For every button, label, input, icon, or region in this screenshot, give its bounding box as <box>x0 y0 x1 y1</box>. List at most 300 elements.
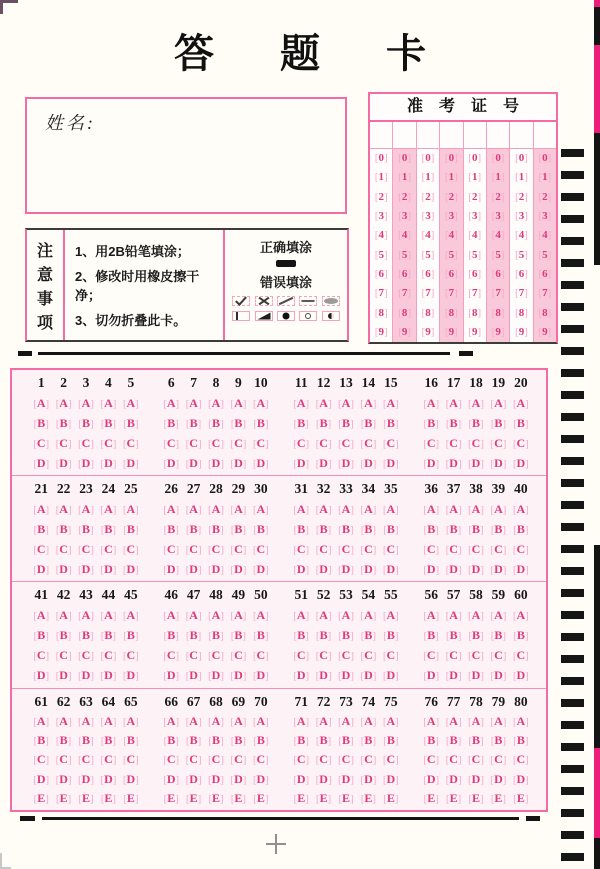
answer-bubble-21-D[interactable]: [D] <box>33 561 50 576</box>
ticket-bubble-col2-7[interactable]: [7] <box>398 287 411 300</box>
answer-bubble-54-D[interactable]: [D] <box>360 668 377 683</box>
answer-bubble-53-B[interactable]: [B] <box>338 628 354 643</box>
answer-bubble-64-A[interactable]: [A] <box>100 713 117 728</box>
answer-bubble-50-D[interactable]: [D] <box>252 668 269 683</box>
answer-bubble-30-A[interactable]: [A] <box>252 501 269 516</box>
ticket-bubble-col3-6[interactable]: [6] <box>421 267 435 280</box>
answer-bubble-67-E[interactable]: [E] <box>185 790 202 805</box>
answer-bubble-78-D[interactable]: [D] <box>468 771 485 786</box>
answer-bubble-50-A[interactable]: [A] <box>252 608 269 622</box>
ticket-bubble-col5-0[interactable]: [0] <box>468 152 482 165</box>
answer-bubble-25-C[interactable]: [C] <box>122 541 139 556</box>
answer-bubble-40-A[interactable]: [A] <box>512 501 529 516</box>
answer-bubble-44-D[interactable]: [D] <box>100 668 117 683</box>
answer-bubble-60-D[interactable]: [D] <box>512 668 529 683</box>
answer-bubble-69-D[interactable]: [D] <box>230 771 247 786</box>
answer-bubble-78-A[interactable]: [A] <box>468 713 485 728</box>
answer-bubble-28-D[interactable]: [D] <box>208 561 225 576</box>
ticket-bubble-col6-6[interactable]: [6] <box>491 267 505 280</box>
answer-bubble-29-C[interactable]: [C] <box>230 541 247 556</box>
ticket-bubble-col2-0[interactable]: [0] <box>398 152 411 165</box>
answer-bubble-74-E[interactable]: [E] <box>360 790 377 805</box>
answer-bubble-69-E[interactable]: [E] <box>230 790 247 805</box>
ticket-bubble-col4-5[interactable]: [5] <box>444 248 458 261</box>
answer-bubble-42-A[interactable]: [A] <box>55 608 72 622</box>
answer-bubble-27-A[interactable]: [A] <box>185 501 202 516</box>
ticket-bubble-col7-6[interactable]: [6] <box>515 267 528 280</box>
answer-bubble-4-A[interactable]: [A] <box>100 395 117 410</box>
answer-bubble-29-A[interactable]: [A] <box>230 501 247 516</box>
answer-bubble-14-C[interactable]: [C] <box>360 435 377 450</box>
answer-bubble-72-A[interactable]: [A] <box>315 713 332 728</box>
ticket-bubble-col5-1[interactable]: [1] <box>468 171 482 184</box>
answer-bubble-24-A[interactable]: [A] <box>100 501 117 516</box>
answer-bubble-4-B[interactable]: [B] <box>100 415 117 430</box>
answer-bubble-48-D[interactable]: [D] <box>208 668 225 683</box>
answer-bubble-56-D[interactable]: [D] <box>423 668 440 683</box>
answer-bubble-35-A[interactable]: [A] <box>382 501 399 516</box>
answer-bubble-63-D[interactable]: [D] <box>78 771 95 786</box>
answer-bubble-41-C[interactable]: [C] <box>33 648 50 663</box>
answer-bubble-2-A[interactable]: [A] <box>55 395 72 410</box>
answer-bubble-80-C[interactable]: [C] <box>512 752 529 767</box>
answer-bubble-18-D[interactable]: [D] <box>468 455 485 470</box>
answer-bubble-50-C[interactable]: [C] <box>252 648 269 663</box>
ticket-bubble-col8-8[interactable]: [8] <box>538 306 552 319</box>
answer-bubble-61-D[interactable]: [D] <box>33 771 50 786</box>
answer-bubble-26-D[interactable]: [D] <box>163 561 180 576</box>
answer-bubble-68-B[interactable]: [B] <box>208 733 224 748</box>
answer-bubble-70-B[interactable]: [B] <box>253 733 269 748</box>
answer-bubble-36-B[interactable]: [B] <box>423 521 439 536</box>
ticket-bubble-col7-4[interactable]: [4] <box>515 229 528 242</box>
answer-bubble-23-C[interactable]: [C] <box>78 541 95 556</box>
answer-bubble-18-A[interactable]: [A] <box>468 395 485 410</box>
answer-bubble-17-A[interactable]: [A] <box>445 395 462 410</box>
answer-bubble-22-A[interactable]: [A] <box>55 501 72 516</box>
ticket-bubble-col4-4[interactable]: [4] <box>444 229 458 242</box>
answer-bubble-33-D[interactable]: [D] <box>338 561 355 576</box>
ticket-bubble-col4-3[interactable]: [3] <box>444 210 458 223</box>
answer-bubble-22-B[interactable]: [B] <box>55 521 72 536</box>
answer-bubble-76-D[interactable]: [D] <box>423 771 440 786</box>
answer-bubble-61-E[interactable]: [E] <box>33 790 49 805</box>
answer-bubble-16-C[interactable]: [C] <box>423 435 440 450</box>
ticket-bubble-col8-2[interactable]: [2] <box>538 190 552 203</box>
answer-bubble-77-E[interactable]: [E] <box>445 790 462 805</box>
answer-bubble-70-A[interactable]: [A] <box>252 713 269 728</box>
answer-bubble-39-C[interactable]: [C] <box>490 541 507 556</box>
ticket-bubble-col1-4[interactable]: [4] <box>374 229 388 242</box>
answer-bubble-65-E[interactable]: [E] <box>123 790 139 805</box>
answer-bubble-72-B[interactable]: [B] <box>315 733 332 748</box>
answer-bubble-1-D[interactable]: [D] <box>33 455 50 470</box>
answer-bubble-59-D[interactable]: [D] <box>490 668 507 683</box>
answer-bubble-48-B[interactable]: [B] <box>208 628 224 643</box>
ticket-bubble-col7-0[interactable]: [0] <box>515 152 528 165</box>
answer-bubble-23-A[interactable]: [A] <box>78 501 95 516</box>
answer-bubble-7-D[interactable]: [D] <box>185 455 202 470</box>
answer-bubble-16-B[interactable]: [B] <box>423 415 439 430</box>
answer-bubble-57-C[interactable]: [C] <box>445 648 462 663</box>
answer-bubble-28-B[interactable]: [B] <box>208 521 224 536</box>
ticket-bubble-col4-8[interactable]: [8] <box>444 306 458 319</box>
answer-bubble-46-C[interactable]: [C] <box>163 648 180 663</box>
ticket-bubble-col7-3[interactable]: [3] <box>515 210 528 223</box>
ticket-bubble-col6-2[interactable]: [2] <box>491 190 505 203</box>
ticket-bubble-col7-8[interactable]: [8] <box>515 306 528 319</box>
answer-bubble-46-B[interactable]: [B] <box>163 628 179 643</box>
answer-bubble-70-C[interactable]: [C] <box>252 752 269 767</box>
answer-bubble-73-D[interactable]: [D] <box>338 771 355 786</box>
ticket-bubble-col6-3[interactable]: [3] <box>491 210 505 223</box>
answer-bubble-57-D[interactable]: [D] <box>445 668 462 683</box>
ticket-write-cell-7[interactable] <box>510 122 532 149</box>
answer-bubble-19-D[interactable]: [D] <box>490 455 507 470</box>
answer-bubble-54-B[interactable]: [B] <box>360 628 377 643</box>
ticket-bubble-col2-6[interactable]: [6] <box>398 267 411 280</box>
answer-bubble-67-A[interactable]: [A] <box>185 713 202 728</box>
answer-bubble-73-E[interactable]: [E] <box>338 790 354 805</box>
answer-bubble-76-C[interactable]: [C] <box>423 752 440 767</box>
ticket-write-cell-6[interactable] <box>487 122 509 149</box>
ticket-bubble-col3-1[interactable]: [1] <box>421 171 435 184</box>
answer-bubble-60-B[interactable]: [B] <box>513 628 529 643</box>
answer-bubble-80-E[interactable]: [E] <box>513 790 529 805</box>
answer-bubble-37-B[interactable]: [B] <box>445 521 462 536</box>
ticket-bubble-col7-5[interactable]: [5] <box>515 248 528 261</box>
answer-bubble-23-B[interactable]: [B] <box>78 521 94 536</box>
answer-bubble-12-B[interactable]: [B] <box>315 415 332 430</box>
answer-bubble-41-A[interactable]: [A] <box>33 608 50 622</box>
answer-bubble-34-A[interactable]: [A] <box>360 501 377 516</box>
answer-bubble-54-C[interactable]: [C] <box>360 648 377 663</box>
answer-bubble-36-A[interactable]: [A] <box>423 501 440 516</box>
ticket-bubble-col6-0[interactable]: [0] <box>491 152 505 165</box>
ticket-bubble-col5-4[interactable]: [4] <box>468 229 482 242</box>
answer-bubble-32-C[interactable]: [C] <box>315 541 332 556</box>
answer-bubble-21-C[interactable]: [C] <box>33 541 50 556</box>
answer-bubble-15-A[interactable]: [A] <box>382 395 399 410</box>
answer-bubble-80-A[interactable]: [A] <box>512 713 529 728</box>
ticket-bubble-col2-9[interactable]: [9] <box>398 325 411 338</box>
answer-bubble-60-A[interactable]: [A] <box>512 608 529 622</box>
ticket-bubble-col6-1[interactable]: [1] <box>491 171 505 184</box>
answer-bubble-55-B[interactable]: [B] <box>383 628 399 643</box>
ticket-bubble-col5-9[interactable]: [9] <box>468 325 482 338</box>
answer-bubble-63-C[interactable]: [C] <box>78 752 95 767</box>
answer-bubble-49-D[interactable]: [D] <box>230 668 247 683</box>
answer-bubble-61-B[interactable]: [B] <box>33 733 49 748</box>
ticket-bubble-col1-3[interactable]: [3] <box>374 210 388 223</box>
answer-bubble-66-B[interactable]: [B] <box>163 733 179 748</box>
ticket-bubble-col8-4[interactable]: [4] <box>538 229 552 242</box>
answer-bubble-58-A[interactable]: [A] <box>468 608 485 622</box>
answer-bubble-2-C[interactable]: [C] <box>55 435 72 450</box>
answer-bubble-66-A[interactable]: [A] <box>163 713 180 728</box>
ticket-bubble-col2-2[interactable]: [2] <box>398 190 411 203</box>
answer-bubble-40-C[interactable]: [C] <box>512 541 529 556</box>
answer-bubble-33-B[interactable]: [B] <box>338 521 354 536</box>
answer-bubble-59-B[interactable]: [B] <box>490 628 507 643</box>
ticket-bubble-col1-9[interactable]: [9] <box>374 325 388 338</box>
answer-bubble-12-A[interactable]: [A] <box>315 395 332 410</box>
answer-bubble-74-C[interactable]: [C] <box>360 752 377 767</box>
answer-bubble-6-D[interactable]: [D] <box>163 455 180 470</box>
answer-bubble-34-D[interactable]: [D] <box>360 561 377 576</box>
answer-bubble-68-D[interactable]: [D] <box>208 771 225 786</box>
answer-bubble-77-C[interactable]: [C] <box>445 752 462 767</box>
answer-bubble-8-D[interactable]: [D] <box>208 455 225 470</box>
ticket-bubble-col1-0[interactable]: [0] <box>374 152 388 165</box>
answer-bubble-12-D[interactable]: [D] <box>315 455 332 470</box>
answer-bubble-1-C[interactable]: [C] <box>33 435 50 450</box>
answer-bubble-5-C[interactable]: [C] <box>122 435 139 450</box>
answer-bubble-24-B[interactable]: [B] <box>100 521 117 536</box>
answer-bubble-68-C[interactable]: [C] <box>208 752 225 767</box>
answer-bubble-26-B[interactable]: [B] <box>163 521 179 536</box>
ticket-bubble-col2-8[interactable]: [8] <box>398 306 411 319</box>
ticket-bubble-col8-9[interactable]: [9] <box>538 325 552 338</box>
answer-bubble-37-C[interactable]: [C] <box>445 541 462 556</box>
answer-bubble-14-D[interactable]: [D] <box>360 455 377 470</box>
answer-bubble-76-B[interactable]: [B] <box>423 733 439 748</box>
answer-bubble-66-E[interactable]: [E] <box>163 790 179 805</box>
answer-bubble-55-D[interactable]: [D] <box>382 668 399 683</box>
answer-bubble-65-D[interactable]: [D] <box>122 771 139 786</box>
answer-bubble-9-A[interactable]: [A] <box>230 395 247 410</box>
ticket-bubble-col6-5[interactable]: [5] <box>491 248 505 261</box>
answer-bubble-1-B[interactable]: [B] <box>33 415 49 430</box>
ticket-bubble-col4-2[interactable]: [2] <box>444 190 458 203</box>
answer-bubble-3-C[interactable]: [C] <box>78 435 95 450</box>
answer-bubble-31-B[interactable]: [B] <box>293 521 309 536</box>
answer-bubble-72-E[interactable]: [E] <box>315 790 332 805</box>
answer-bubble-25-D[interactable]: [D] <box>122 561 139 576</box>
answer-bubble-77-D[interactable]: [D] <box>445 771 462 786</box>
answer-bubble-72-C[interactable]: [C] <box>315 752 332 767</box>
answer-bubble-65-C[interactable]: [C] <box>122 752 139 767</box>
ticket-bubble-col5-8[interactable]: [8] <box>468 306 482 319</box>
ticket-write-cell-5[interactable] <box>464 122 486 149</box>
answer-bubble-66-C[interactable]: [C] <box>163 752 180 767</box>
answer-bubble-49-B[interactable]: [B] <box>230 628 247 643</box>
answer-bubble-13-B[interactable]: [B] <box>338 415 354 430</box>
answer-bubble-52-D[interactable]: [D] <box>315 668 332 683</box>
answer-bubble-30-D[interactable]: [D] <box>252 561 269 576</box>
answer-bubble-76-A[interactable]: [A] <box>423 713 440 728</box>
ticket-bubble-col1-5[interactable]: [5] <box>374 248 388 261</box>
answer-bubble-74-D[interactable]: [D] <box>360 771 377 786</box>
answer-bubble-42-B[interactable]: [B] <box>55 628 72 643</box>
answer-bubble-34-C[interactable]: [C] <box>360 541 377 556</box>
answer-bubble-54-A[interactable]: [A] <box>360 608 377 622</box>
answer-bubble-22-C[interactable]: [C] <box>55 541 72 556</box>
answer-bubble-65-A[interactable]: [A] <box>122 713 139 728</box>
answer-bubble-48-A[interactable]: [A] <box>208 608 225 622</box>
answer-bubble-16-D[interactable]: [D] <box>423 455 440 470</box>
answer-bubble-63-A[interactable]: [A] <box>78 713 95 728</box>
answer-bubble-45-D[interactable]: [D] <box>122 668 139 683</box>
ticket-bubble-col4-6[interactable]: [6] <box>444 267 458 280</box>
answer-bubble-72-D[interactable]: [D] <box>315 771 332 786</box>
answer-bubble-37-A[interactable]: [A] <box>445 501 462 516</box>
answer-bubble-25-B[interactable]: [B] <box>123 521 139 536</box>
answer-bubble-8-B[interactable]: [B] <box>208 415 224 430</box>
answer-bubble-20-A[interactable]: [A] <box>512 395 529 410</box>
answer-bubble-55-C[interactable]: [C] <box>382 648 399 663</box>
answer-bubble-37-D[interactable]: [D] <box>445 561 462 576</box>
answer-bubble-70-D[interactable]: [D] <box>252 771 269 786</box>
answer-bubble-41-B[interactable]: [B] <box>33 628 49 643</box>
answer-bubble-43-B[interactable]: [B] <box>78 628 94 643</box>
answer-bubble-13-D[interactable]: [D] <box>338 455 355 470</box>
answer-bubble-45-C[interactable]: [C] <box>122 648 139 663</box>
answer-bubble-69-C[interactable]: [C] <box>230 752 247 767</box>
answer-bubble-16-A[interactable]: [A] <box>423 395 440 410</box>
ticket-bubble-col3-2[interactable]: [2] <box>421 190 435 203</box>
answer-bubble-17-C[interactable]: [C] <box>445 435 462 450</box>
answer-bubble-40-D[interactable]: [D] <box>512 561 529 576</box>
answer-bubble-67-D[interactable]: [D] <box>185 771 202 786</box>
answer-bubble-47-A[interactable]: [A] <box>185 608 202 622</box>
answer-bubble-53-C[interactable]: [C] <box>338 648 355 663</box>
answer-bubble-45-B[interactable]: [B] <box>123 628 139 643</box>
answer-bubble-64-C[interactable]: [C] <box>100 752 117 767</box>
answer-bubble-13-C[interactable]: [C] <box>338 435 355 450</box>
answer-bubble-53-A[interactable]: [A] <box>338 608 355 622</box>
ticket-bubble-col3-0[interactable]: [0] <box>421 152 435 165</box>
answer-bubble-17-B[interactable]: [B] <box>445 415 462 430</box>
answer-bubble-23-D[interactable]: [D] <box>78 561 95 576</box>
answer-bubble-65-B[interactable]: [B] <box>123 733 139 748</box>
answer-bubble-47-D[interactable]: [D] <box>185 668 202 683</box>
answer-bubble-19-C[interactable]: [C] <box>490 435 507 450</box>
answer-bubble-53-D[interactable]: [D] <box>338 668 355 683</box>
answer-bubble-69-B[interactable]: [B] <box>230 733 247 748</box>
answer-bubble-15-C[interactable]: [C] <box>382 435 399 450</box>
answer-bubble-22-D[interactable]: [D] <box>55 561 72 576</box>
answer-bubble-41-D[interactable]: [D] <box>33 668 50 683</box>
answer-bubble-31-C[interactable]: [C] <box>293 541 310 556</box>
answer-bubble-68-A[interactable]: [A] <box>208 713 225 728</box>
answer-bubble-32-D[interactable]: [D] <box>315 561 332 576</box>
answer-bubble-39-B[interactable]: [B] <box>490 521 507 536</box>
answer-bubble-18-C[interactable]: [C] <box>468 435 485 450</box>
ticket-bubble-col4-1[interactable]: [1] <box>444 171 458 184</box>
answer-bubble-73-C[interactable]: [C] <box>338 752 355 767</box>
ticket-bubble-col2-4[interactable]: [4] <box>398 229 411 242</box>
answer-bubble-49-C[interactable]: [C] <box>230 648 247 663</box>
answer-bubble-44-C[interactable]: [C] <box>100 648 117 663</box>
answer-bubble-7-B[interactable]: [B] <box>185 415 202 430</box>
answer-bubble-11-B[interactable]: [B] <box>293 415 309 430</box>
answer-bubble-73-B[interactable]: [B] <box>338 733 354 748</box>
ticket-bubble-col6-4[interactable]: [4] <box>491 229 505 242</box>
answer-bubble-58-B[interactable]: [B] <box>468 628 484 643</box>
answer-bubble-80-D[interactable]: [D] <box>512 771 529 786</box>
answer-bubble-21-A[interactable]: [A] <box>33 501 50 516</box>
answer-bubble-79-C[interactable]: [C] <box>490 752 507 767</box>
answer-bubble-4-D[interactable]: [D] <box>100 455 117 470</box>
answer-bubble-71-E[interactable]: [E] <box>293 790 309 805</box>
answer-bubble-78-E[interactable]: [E] <box>468 790 484 805</box>
answer-bubble-57-A[interactable]: [A] <box>445 608 462 622</box>
ticket-bubble-col4-0[interactable]: [0] <box>444 152 458 165</box>
answer-bubble-6-C[interactable]: [C] <box>163 435 180 450</box>
ticket-bubble-col3-3[interactable]: [3] <box>421 210 435 223</box>
answer-bubble-43-D[interactable]: [D] <box>78 668 95 683</box>
ticket-bubble-col5-3[interactable]: [3] <box>468 210 482 223</box>
ticket-bubble-col6-9[interactable]: [9] <box>491 325 505 338</box>
answer-bubble-51-B[interactable]: [B] <box>293 628 309 643</box>
answer-bubble-32-A[interactable]: [A] <box>315 501 332 516</box>
ticket-bubble-col8-5[interactable]: [5] <box>538 248 552 261</box>
answer-bubble-15-D[interactable]: [D] <box>382 455 399 470</box>
answer-bubble-46-D[interactable]: [D] <box>163 668 180 683</box>
answer-bubble-67-C[interactable]: [C] <box>185 752 202 767</box>
answer-bubble-11-A[interactable]: [A] <box>293 395 310 410</box>
answer-bubble-5-D[interactable]: [D] <box>122 455 139 470</box>
answer-bubble-3-A[interactable]: [A] <box>78 395 95 410</box>
answer-bubble-31-A[interactable]: [A] <box>293 501 310 516</box>
answer-bubble-43-C[interactable]: [C] <box>78 648 95 663</box>
answer-bubble-38-B[interactable]: [B] <box>468 521 484 536</box>
answer-bubble-39-D[interactable]: [D] <box>490 561 507 576</box>
answer-bubble-67-B[interactable]: [B] <box>185 733 202 748</box>
answer-bubble-21-B[interactable]: [B] <box>33 521 49 536</box>
answer-bubble-79-B[interactable]: [B] <box>490 733 507 748</box>
answer-bubble-59-C[interactable]: [C] <box>490 648 507 663</box>
answer-bubble-4-C[interactable]: [C] <box>100 435 117 450</box>
ticket-write-cell-8[interactable] <box>534 122 556 149</box>
ticket-bubble-col6-7[interactable]: [7] <box>491 287 505 300</box>
ticket-write-cell-1[interactable] <box>370 122 392 149</box>
answer-bubble-50-B[interactable]: [B] <box>253 628 269 643</box>
answer-bubble-64-E[interactable]: [E] <box>100 790 117 805</box>
answer-bubble-71-C[interactable]: [C] <box>293 752 310 767</box>
answer-bubble-36-D[interactable]: [D] <box>423 561 440 576</box>
answer-bubble-30-B[interactable]: [B] <box>253 521 269 536</box>
answer-bubble-38-D[interactable]: [D] <box>468 561 485 576</box>
answer-bubble-71-B[interactable]: [B] <box>293 733 309 748</box>
ticket-bubble-col8-7[interactable]: [7] <box>538 287 552 300</box>
ticket-write-cell-3[interactable] <box>417 122 439 149</box>
answer-bubble-56-C[interactable]: [C] <box>423 648 440 663</box>
answer-bubble-27-B[interactable]: [B] <box>185 521 202 536</box>
answer-bubble-79-D[interactable]: [D] <box>490 771 507 786</box>
answer-bubble-2-B[interactable]: [B] <box>55 415 72 430</box>
ticket-bubble-col8-1[interactable]: [1] <box>538 171 552 184</box>
answer-bubble-20-B[interactable]: [B] <box>513 415 529 430</box>
answer-bubble-2-D[interactable]: [D] <box>55 455 72 470</box>
answer-bubble-34-B[interactable]: [B] <box>360 521 377 536</box>
answer-bubble-66-D[interactable]: [D] <box>163 771 180 786</box>
answer-bubble-62-C[interactable]: [C] <box>55 752 72 767</box>
answer-bubble-3-B[interactable]: [B] <box>78 415 94 430</box>
answer-bubble-52-C[interactable]: [C] <box>315 648 332 663</box>
answer-bubble-27-C[interactable]: [C] <box>185 541 202 556</box>
ticket-bubble-col4-9[interactable]: [9] <box>444 325 458 338</box>
answer-bubble-74-A[interactable]: [A] <box>360 713 377 728</box>
answer-bubble-44-B[interactable]: [B] <box>100 628 117 643</box>
answer-bubble-14-A[interactable]: [A] <box>360 395 377 410</box>
answer-bubble-75-A[interactable]: [A] <box>382 713 399 728</box>
answer-bubble-63-B[interactable]: [B] <box>78 733 94 748</box>
answer-bubble-80-B[interactable]: [B] <box>513 733 529 748</box>
answer-bubble-76-E[interactable]: [E] <box>423 790 439 805</box>
answer-bubble-52-A[interactable]: [A] <box>315 608 332 622</box>
